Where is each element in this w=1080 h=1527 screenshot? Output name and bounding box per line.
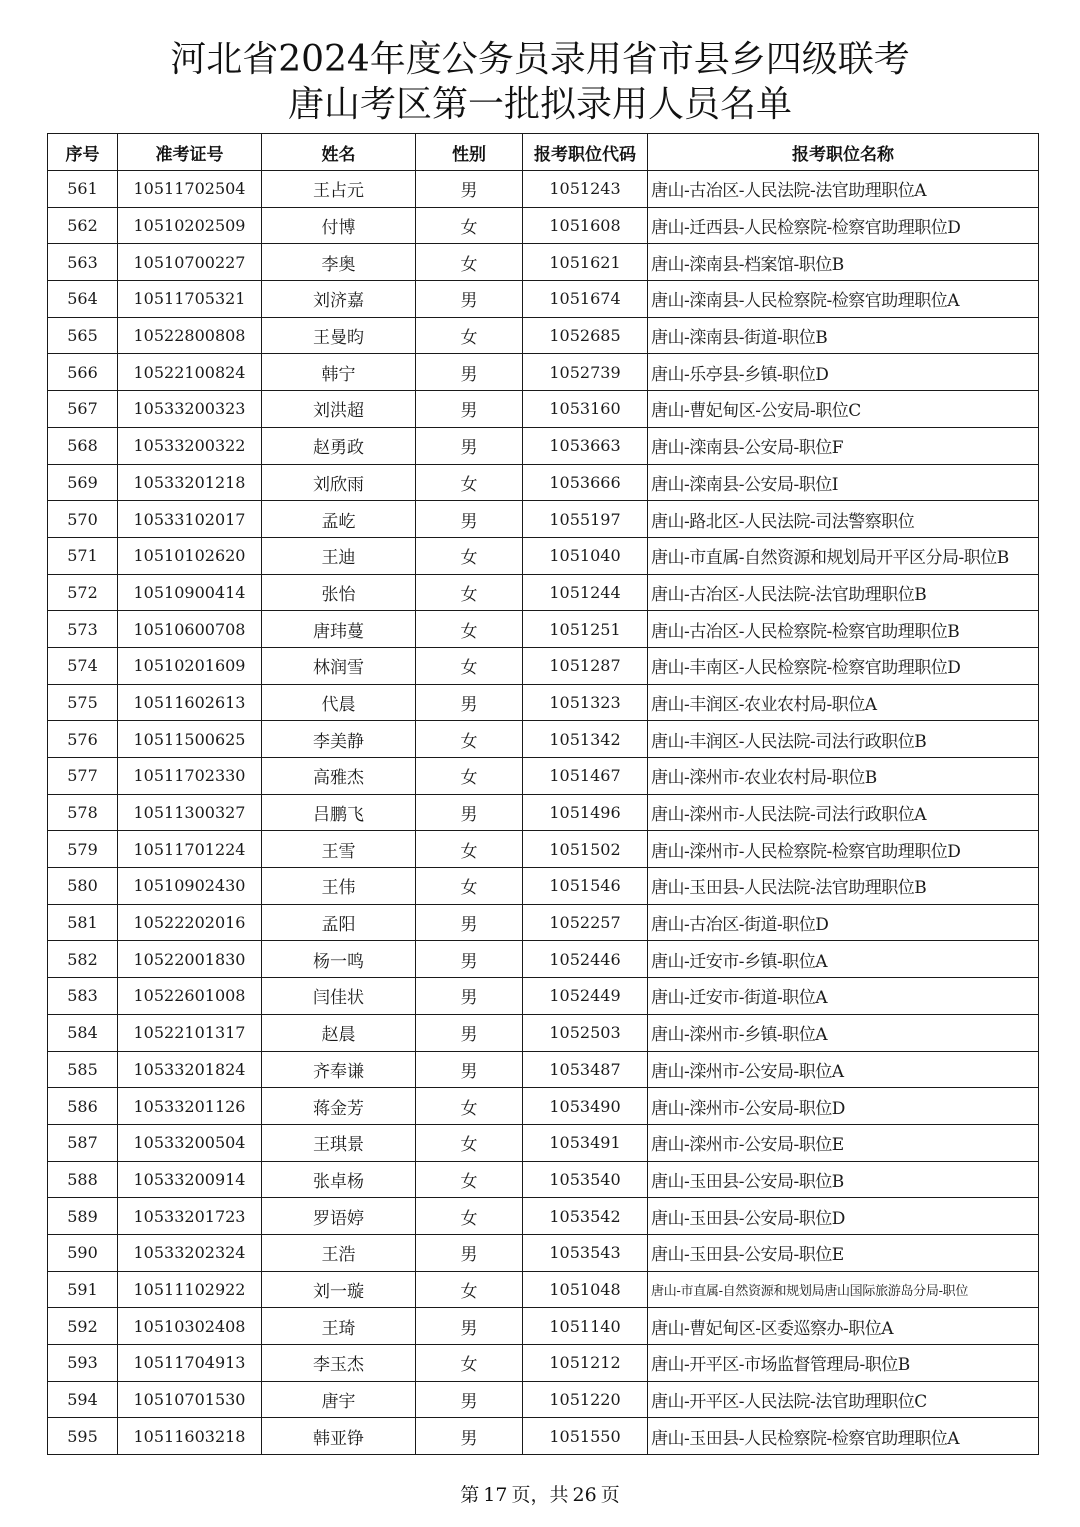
cell-serial-number: 565 xyxy=(48,317,118,354)
cell-position-code: 1051220 xyxy=(523,1381,648,1418)
cell-position-name: 唐山-滦州市-公安局-职位E xyxy=(648,1124,1039,1161)
cell-name: 唐宇 xyxy=(262,1381,416,1418)
cell-name: 齐奉谦 xyxy=(262,1051,416,1088)
cell-name: 孟阳 xyxy=(262,904,416,941)
table-row xyxy=(48,1198,1039,1235)
cell-position-name: 唐山-滦州市-人民检察院-检察官助理职位D xyxy=(648,831,1039,868)
cell-gender: 男 xyxy=(416,904,523,941)
cell-name: 闫佳状 xyxy=(262,978,416,1015)
cell-name: 吕鹏飞 xyxy=(262,794,416,831)
cell-gender: 男 xyxy=(416,1418,523,1455)
cell-name: 代晨 xyxy=(262,684,416,721)
cell-serial-number: 567 xyxy=(48,391,118,428)
table-row xyxy=(48,574,1039,611)
cell-gender: 女 xyxy=(416,207,523,244)
cell-position-code: 1051502 xyxy=(523,831,648,868)
cell-position-name: 唐山-迁安市-乡镇-职位A xyxy=(648,941,1039,978)
cell-name: 林润雪 xyxy=(262,647,416,684)
table-row xyxy=(48,1345,1039,1382)
header-serial-number: 序号 xyxy=(48,134,118,171)
page-word: 页，共 xyxy=(511,1484,569,1506)
cell-name: 高雅杰 xyxy=(262,758,416,795)
cell-serial-number: 587 xyxy=(48,1124,118,1161)
cell-gender: 女 xyxy=(416,721,523,758)
table-row xyxy=(48,244,1039,281)
header-position-code: 报考职位代码 xyxy=(523,134,648,171)
cell-exam-ticket-number: 10533201723 xyxy=(118,1198,262,1235)
cell-exam-ticket-number: 10511705321 xyxy=(118,281,262,318)
table-row xyxy=(48,758,1039,795)
cell-name: 王占元 xyxy=(262,171,416,208)
cell-exam-ticket-number: 10511702330 xyxy=(118,758,262,795)
cell-position-name: 唐山-滦州市-人民法院-司法行政职位A xyxy=(648,794,1039,831)
total-page-number: 26 xyxy=(572,1484,597,1506)
cell-position-code: 1052257 xyxy=(523,904,648,941)
cell-position-name: 唐山-滦南县-公安局-职位I xyxy=(648,464,1039,501)
cell-exam-ticket-number: 10510600708 xyxy=(118,611,262,648)
cell-name: 李玉杰 xyxy=(262,1345,416,1382)
page-title-line-1: 河北省2024年度公务员录用省市县乡四级联考 xyxy=(170,39,910,80)
cell-serial-number: 591 xyxy=(48,1271,118,1308)
cell-position-name: 唐山-滦州市-公安局-职位D xyxy=(648,1088,1039,1125)
cell-gender: 女 xyxy=(416,537,523,574)
cell-exam-ticket-number: 10510900414 xyxy=(118,574,262,611)
cell-gender: 男 xyxy=(416,794,523,831)
cell-position-code: 1051496 xyxy=(523,794,648,831)
cell-serial-number: 586 xyxy=(48,1088,118,1125)
table-row xyxy=(48,684,1039,721)
cell-name: 刘欣雨 xyxy=(262,464,416,501)
cell-gender: 男 xyxy=(416,1381,523,1418)
cell-position-name: 唐山-滦州市-公安局-职位A xyxy=(648,1051,1039,1088)
cell-gender: 男 xyxy=(416,1308,523,1345)
cell-gender: 女 xyxy=(416,1161,523,1198)
cell-exam-ticket-number: 10511701224 xyxy=(118,831,262,868)
cell-position-name: 唐山-玉田县-人民检察院-检察官助理职位A xyxy=(648,1418,1039,1455)
table-row xyxy=(48,537,1039,574)
cell-position-name: 唐山-玉田县-公安局-职位B xyxy=(648,1161,1039,1198)
cell-exam-ticket-number: 10533202324 xyxy=(118,1234,262,1271)
cell-gender: 男 xyxy=(416,1234,523,1271)
cell-position-name: 唐山-滦南县-人民检察院-检察官助理职位A xyxy=(648,281,1039,318)
cell-position-code: 1053542 xyxy=(523,1198,648,1235)
cell-position-name: 唐山-迁西县-人民检察院-检察官助理职位D xyxy=(648,207,1039,244)
cell-name: 韩宁 xyxy=(262,354,416,391)
cell-gender: 女 xyxy=(416,574,523,611)
candidate-table xyxy=(47,133,1039,1455)
cell-name: 刘济嘉 xyxy=(262,281,416,318)
cell-position-code: 1053160 xyxy=(523,391,648,428)
cell-exam-ticket-number: 10511704913 xyxy=(118,1345,262,1382)
cell-serial-number: 566 xyxy=(48,354,118,391)
cell-position-name: 唐山-乐亭县-乡镇-职位D xyxy=(648,354,1039,391)
cell-exam-ticket-number: 10533102017 xyxy=(118,501,262,538)
table-row xyxy=(48,1308,1039,1345)
cell-exam-ticket-number: 10533200322 xyxy=(118,427,262,464)
cell-exam-ticket-number: 10511500625 xyxy=(118,721,262,758)
cell-serial-number: 571 xyxy=(48,537,118,574)
cell-position-code: 1051243 xyxy=(523,171,648,208)
header-exam-ticket-number: 准考证号 xyxy=(118,134,262,171)
table-row xyxy=(48,904,1039,941)
cell-name: 李奥 xyxy=(262,244,416,281)
cell-name: 赵晨 xyxy=(262,1014,416,1051)
cell-serial-number: 570 xyxy=(48,501,118,538)
cell-name: 张怡 xyxy=(262,574,416,611)
page-prefix: 第 xyxy=(460,1484,480,1506)
cell-name: 唐玮蔓 xyxy=(262,611,416,648)
cell-position-name: 唐山-滦州市-乡镇-职位A xyxy=(648,1014,1039,1051)
cell-position-code: 1051140 xyxy=(523,1308,648,1345)
cell-gender: 男 xyxy=(416,427,523,464)
cell-serial-number: 592 xyxy=(48,1308,118,1345)
cell-name: 孟屹 xyxy=(262,501,416,538)
table-row xyxy=(48,1234,1039,1271)
page-title-line-2: 唐山考区第一批拟录用人员名单 xyxy=(287,84,792,125)
total-suffix: 页 xyxy=(600,1484,620,1506)
table-row xyxy=(48,1161,1039,1198)
cell-position-code: 1051674 xyxy=(523,281,648,318)
cell-gender: 女 xyxy=(416,244,523,281)
cell-gender: 男 xyxy=(416,281,523,318)
cell-gender: 男 xyxy=(416,941,523,978)
cell-exam-ticket-number: 10522100824 xyxy=(118,354,262,391)
cell-name: 付博 xyxy=(262,207,416,244)
cell-position-code: 1052446 xyxy=(523,941,648,978)
cell-name: 王迪 xyxy=(262,537,416,574)
cell-name: 赵勇政 xyxy=(262,427,416,464)
cell-exam-ticket-number: 10511702504 xyxy=(118,171,262,208)
page-footer xyxy=(0,1480,1080,1507)
cell-serial-number: 585 xyxy=(48,1051,118,1088)
cell-name: 王雪 xyxy=(262,831,416,868)
cell-exam-ticket-number: 10510701530 xyxy=(118,1381,262,1418)
cell-serial-number: 563 xyxy=(48,244,118,281)
cell-serial-number: 588 xyxy=(48,1161,118,1198)
cell-serial-number: 580 xyxy=(48,868,118,905)
table-row xyxy=(48,978,1039,1015)
cell-gender: 男 xyxy=(416,354,523,391)
table-row xyxy=(48,794,1039,831)
cell-position-name: 唐山-滦州市-农业农村局-职位B xyxy=(648,758,1039,795)
cell-position-code: 1052503 xyxy=(523,1014,648,1051)
table-row xyxy=(48,317,1039,354)
cell-gender: 女 xyxy=(416,831,523,868)
table-row xyxy=(48,1418,1039,1455)
cell-serial-number: 583 xyxy=(48,978,118,1015)
cell-position-name: 唐山-古冶区-街道-职位D xyxy=(648,904,1039,941)
table-row xyxy=(48,941,1039,978)
cell-serial-number: 581 xyxy=(48,904,118,941)
cell-position-code: 1051342 xyxy=(523,721,648,758)
table-row xyxy=(48,1271,1039,1308)
cell-position-code: 1052449 xyxy=(523,978,648,1015)
table-row xyxy=(48,868,1039,905)
cell-position-name: 唐山-曹妃甸区-区委巡察办-职位A xyxy=(648,1308,1039,1345)
header-position-name: 报考职位名称 xyxy=(648,134,1039,171)
cell-position-code: 1051323 xyxy=(523,684,648,721)
cell-serial-number: 569 xyxy=(48,464,118,501)
cell-exam-ticket-number: 10533201126 xyxy=(118,1088,262,1125)
table-row xyxy=(48,281,1039,318)
cell-name: 韩亚铮 xyxy=(262,1418,416,1455)
table-row xyxy=(48,354,1039,391)
cell-exam-ticket-number: 10510201609 xyxy=(118,647,262,684)
cell-position-name: 唐山-路北区-人民法院-司法警察职位 xyxy=(648,501,1039,538)
cell-serial-number: 572 xyxy=(48,574,118,611)
cell-serial-number: 577 xyxy=(48,758,118,795)
cell-position-name: 唐山-开平区-市场监督管理局-职位B xyxy=(648,1345,1039,1382)
cell-position-name: 唐山-市直属-自然资源和规划局开平区分局-职位B xyxy=(648,537,1039,574)
cell-name: 蒋金芳 xyxy=(262,1088,416,1125)
cell-position-name: 唐山-滦南县-街道-职位B xyxy=(648,317,1039,354)
cell-position-code: 1053491 xyxy=(523,1124,648,1161)
cell-gender: 女 xyxy=(416,758,523,795)
table-row xyxy=(48,501,1039,538)
table-row xyxy=(48,647,1039,684)
cell-serial-number: 593 xyxy=(48,1345,118,1382)
cell-position-code: 1051621 xyxy=(523,244,648,281)
cell-serial-number: 595 xyxy=(48,1418,118,1455)
cell-gender: 女 xyxy=(416,611,523,648)
table-row xyxy=(48,427,1039,464)
table-row xyxy=(48,831,1039,868)
cell-serial-number: 579 xyxy=(48,831,118,868)
cell-position-code: 1053540 xyxy=(523,1161,648,1198)
cell-position-name: 唐山-滦南县-档案馆-职位B xyxy=(648,244,1039,281)
cell-gender: 女 xyxy=(416,1198,523,1235)
cell-exam-ticket-number: 10522101317 xyxy=(118,1014,262,1051)
table-row xyxy=(48,721,1039,758)
cell-position-code: 1053490 xyxy=(523,1088,648,1125)
cell-gender: 男 xyxy=(416,978,523,1015)
current-page-number: 17 xyxy=(483,1484,508,1506)
cell-gender: 男 xyxy=(416,171,523,208)
cell-name: 李美静 xyxy=(262,721,416,758)
cell-position-code: 1051040 xyxy=(523,537,648,574)
cell-position-code: 1051546 xyxy=(523,868,648,905)
cell-name: 刘一璇 xyxy=(262,1271,416,1308)
cell-position-name: 唐山-开平区-人民法院-法官助理职位C xyxy=(648,1381,1039,1418)
cell-position-name: 唐山-丰南区-人民检察院-检察官助理职位D xyxy=(648,647,1039,684)
cell-position-name: 唐山-丰润区-人民法院-司法行政职位B xyxy=(648,721,1039,758)
cell-gender: 女 xyxy=(416,464,523,501)
table-row xyxy=(48,391,1039,428)
cell-position-name: 唐山-玉田县-人民法院-法官助理职位B xyxy=(648,868,1039,905)
cell-position-code: 1051287 xyxy=(523,647,648,684)
cell-exam-ticket-number: 10522202016 xyxy=(118,904,262,941)
cell-gender: 男 xyxy=(416,1014,523,1051)
cell-exam-ticket-number: 10510202509 xyxy=(118,207,262,244)
cell-gender: 女 xyxy=(416,1345,523,1382)
cell-position-code: 1052685 xyxy=(523,317,648,354)
cell-exam-ticket-number: 10533200323 xyxy=(118,391,262,428)
cell-gender: 女 xyxy=(416,317,523,354)
cell-name: 张卓杨 xyxy=(262,1161,416,1198)
table-row xyxy=(48,1381,1039,1418)
cell-position-code: 1053543 xyxy=(523,1234,648,1271)
cell-serial-number: 561 xyxy=(48,171,118,208)
cell-serial-number: 576 xyxy=(48,721,118,758)
table-header-row xyxy=(48,134,1039,171)
cell-position-code: 1053663 xyxy=(523,427,648,464)
cell-gender: 女 xyxy=(416,647,523,684)
table-row xyxy=(48,171,1039,208)
cell-position-name: 唐山-古冶区-人民检察院-检察官助理职位B xyxy=(648,611,1039,648)
cell-name: 杨一鸣 xyxy=(262,941,416,978)
cell-exam-ticket-number: 10511300327 xyxy=(118,794,262,831)
cell-name: 王琪景 xyxy=(262,1124,416,1161)
cell-position-code: 1052739 xyxy=(523,354,648,391)
cell-exam-ticket-number: 10533200914 xyxy=(118,1161,262,1198)
cell-exam-ticket-number: 10522800808 xyxy=(118,317,262,354)
cell-name: 刘洪超 xyxy=(262,391,416,428)
cell-position-code: 1051048 xyxy=(523,1271,648,1308)
cell-position-code: 1051550 xyxy=(523,1418,648,1455)
cell-position-code: 1051608 xyxy=(523,207,648,244)
cell-serial-number: 564 xyxy=(48,281,118,318)
cell-gender: 男 xyxy=(416,1051,523,1088)
cell-position-name: 唐山-迁安市-街道-职位A xyxy=(648,978,1039,1015)
cell-exam-ticket-number: 10533201824 xyxy=(118,1051,262,1088)
cell-name: 王琦 xyxy=(262,1308,416,1345)
cell-serial-number: 584 xyxy=(48,1014,118,1051)
cell-position-name: 唐山-古冶区-人民法院-法官助理职位A xyxy=(648,171,1039,208)
cell-serial-number: 594 xyxy=(48,1381,118,1418)
cell-position-name: 唐山-市直属-自然资源和规划局唐山国际旅游岛分局-职位 xyxy=(648,1271,1039,1308)
cell-name: 王伟 xyxy=(262,868,416,905)
cell-position-name: 唐山-古冶区-人民法院-法官助理职位B xyxy=(648,574,1039,611)
cell-position-code: 1051244 xyxy=(523,574,648,611)
cell-gender: 男 xyxy=(416,391,523,428)
cell-exam-ticket-number: 10510902430 xyxy=(118,868,262,905)
cell-position-name: 唐山-滦南县-公安局-职位F xyxy=(648,427,1039,464)
cell-exam-ticket-number: 10511602613 xyxy=(118,684,262,721)
table-row xyxy=(48,1088,1039,1125)
header-gender: 性别 xyxy=(416,134,523,171)
cell-exam-ticket-number: 10510302408 xyxy=(118,1308,262,1345)
cell-serial-number: 568 xyxy=(48,427,118,464)
cell-exam-ticket-number: 10522601008 xyxy=(118,978,262,1015)
table-body xyxy=(48,171,1039,1455)
table-row xyxy=(48,611,1039,648)
cell-gender: 男 xyxy=(416,684,523,721)
cell-position-name: 唐山-曹妃甸区-公安局-职位C xyxy=(648,391,1039,428)
cell-position-name: 唐山-丰润区-农业农村局-职位A xyxy=(648,684,1039,721)
cell-position-code: 1053487 xyxy=(523,1051,648,1088)
cell-gender: 女 xyxy=(416,1088,523,1125)
table-row xyxy=(48,1124,1039,1161)
cell-serial-number: 575 xyxy=(48,684,118,721)
cell-serial-number: 562 xyxy=(48,207,118,244)
cell-serial-number: 578 xyxy=(48,794,118,831)
cell-name: 王浩 xyxy=(262,1234,416,1271)
cell-serial-number: 582 xyxy=(48,941,118,978)
cell-serial-number: 590 xyxy=(48,1234,118,1271)
cell-name: 王曼昀 xyxy=(262,317,416,354)
table-row xyxy=(48,207,1039,244)
cell-exam-ticket-number: 10511102922 xyxy=(118,1271,262,1308)
cell-position-code: 1051212 xyxy=(523,1345,648,1382)
cell-name: 罗语婷 xyxy=(262,1198,416,1235)
cell-exam-ticket-number: 10510700227 xyxy=(118,244,262,281)
cell-position-name: 唐山-玉田县-公安局-职位E xyxy=(648,1234,1039,1271)
cell-exam-ticket-number: 10533201218 xyxy=(118,464,262,501)
cell-gender: 女 xyxy=(416,868,523,905)
table-row xyxy=(48,464,1039,501)
cell-exam-ticket-number: 10533200504 xyxy=(118,1124,262,1161)
cell-gender: 男 xyxy=(416,501,523,538)
cell-exam-ticket-number: 10510102620 xyxy=(118,537,262,574)
cell-serial-number: 573 xyxy=(48,611,118,648)
cell-exam-ticket-number: 10522001830 xyxy=(118,941,262,978)
table-row xyxy=(48,1051,1039,1088)
cell-position-code: 1051251 xyxy=(523,611,648,648)
cell-serial-number: 589 xyxy=(48,1198,118,1235)
cell-gender: 女 xyxy=(416,1271,523,1308)
cell-exam-ticket-number: 10511603218 xyxy=(118,1418,262,1455)
cell-position-name: 唐山-玉田县-公安局-职位D xyxy=(648,1198,1039,1235)
cell-position-code: 1055197 xyxy=(523,501,648,538)
cell-gender: 女 xyxy=(416,1124,523,1161)
table-row xyxy=(48,1014,1039,1051)
cell-serial-number: 574 xyxy=(48,647,118,684)
cell-position-code: 1053666 xyxy=(523,464,648,501)
cell-position-code: 1051467 xyxy=(523,758,648,795)
header-name: 姓名 xyxy=(262,134,416,171)
